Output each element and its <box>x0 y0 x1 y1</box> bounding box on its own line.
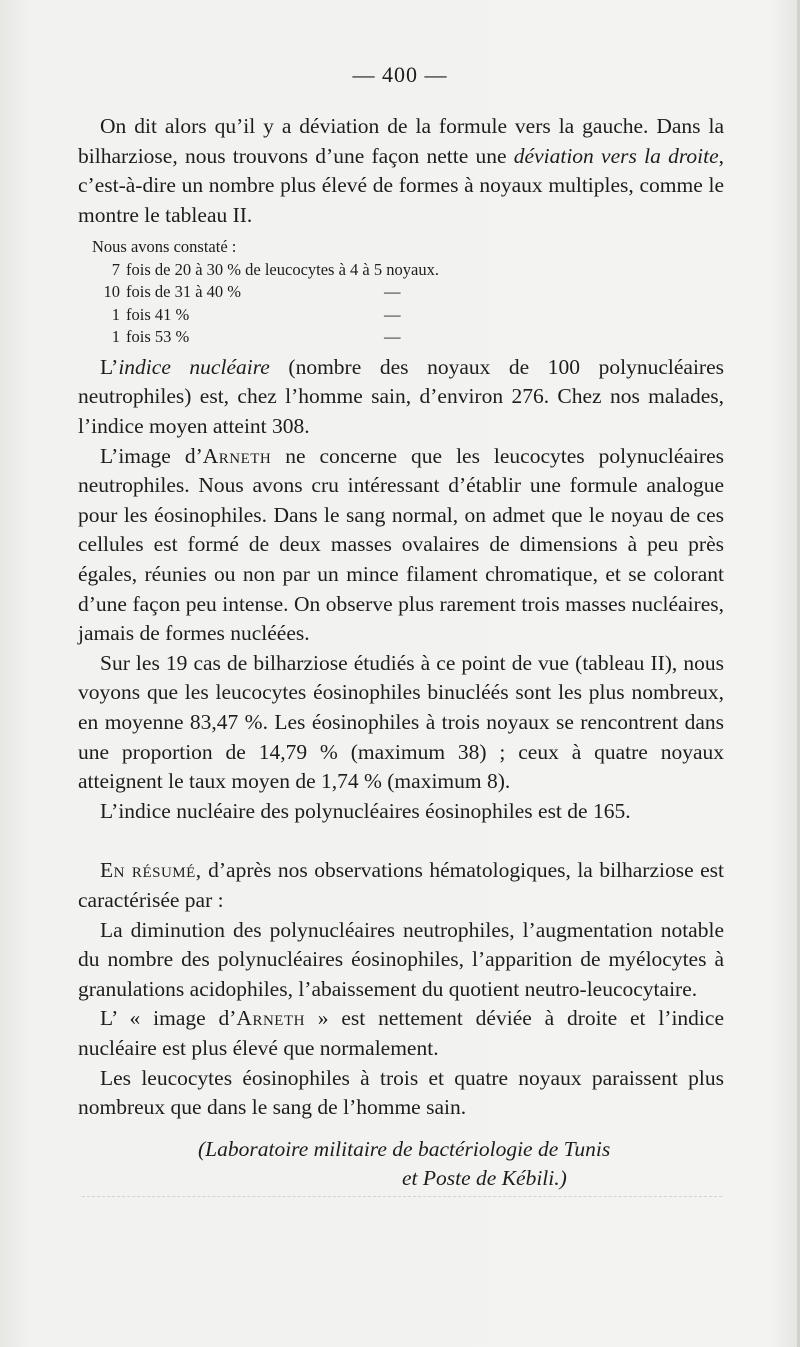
text-span: , c’est-à-dire un nombre plus élevé de formes à noyaux multiples, comme le montre le tableau II. <box>78 143 725 227</box>
constat-row <box>92 259 724 282</box>
constat-dash: — <box>384 282 401 302</box>
constat-count: 1 <box>111 304 120 324</box>
paragraph-indice-nucleaire <box>78 353 724 442</box>
page-body <box>78 112 724 1193</box>
bottom-rule <box>82 1196 722 1197</box>
constat-row <box>92 304 724 327</box>
paragraph-conclusion-3: Les leucocytes éosinophiles à trois et quatre noyaux paraissent plus nombreux que dans le sang de l’homme sain. <box>78 1065 724 1120</box>
text-span: L’ <box>100 354 119 379</box>
text-span: » est nettement déviée à droite et l’indice nucléaire est plus élevé que normalement. <box>78 1006 724 1060</box>
signature-line-1: (Laboratoire militaire de bactériologie de Tunis <box>198 1136 611 1161</box>
constat-count: 7 <box>111 259 120 279</box>
author-name: Arneth <box>236 1006 305 1031</box>
paragraph-resume <box>78 856 724 915</box>
paragraph-conclusion-1: La diminution des polynucléaires neutrophiles, l’augmentation notable du nombre des polynucléaires éosinophiles, l’apparition de myélocytes à granulations acidophiles, l’abaissement du quotient neutro-leucocytaire. <box>78 917 724 1001</box>
text-span: L’ « image d’ <box>100 1006 237 1031</box>
paragraph-cas-etudies: Sur les 19 cas de bilharziose étudiés à ce point de vue (tableau II), nous voyons que les leucocytes éosinophiles binucléés sont les plus nombreux, en moyenne 83,47 %. Les éosinophiles à trois noyaux se rencontrent dans une proportion de 14,79 % (maximum 38) ; ceux à quatre noyaux atteignent le taux moyen de 1,74 % (maximum 8). <box>78 650 724 794</box>
paragraph-image-arneth <box>78 442 724 649</box>
text-span: d’après nos observations hématologiques, la bilharziose est caractérisée par : <box>78 858 724 912</box>
constat-row <box>92 281 724 304</box>
author-name: Arneth <box>202 443 272 468</box>
constat-list <box>92 236 724 349</box>
constat-text: fois de 31 à 40 % <box>126 282 242 302</box>
constat-intro: Nous avons constaté : <box>92 237 237 257</box>
constat-dash: — <box>384 327 401 347</box>
constat-dash: — <box>384 304 401 324</box>
signature-line-2: et Poste de Kébili.) <box>402 1165 567 1190</box>
constat-count: 10 <box>103 282 120 302</box>
constat-text: fois 41 % <box>126 304 190 324</box>
paragraph-indice-eosinophiles: L’indice nucléaire des polynucléaires éosinophiles est de 165. <box>100 798 631 823</box>
text-span: ne concerne que les leucocytes polynucléaires neutrophiles. Nous avons cru intéressant d’établir une formule analogue pour les éosinophiles. Dans le sang normal, on admet que le noyau de ces cellules est formé de deux masses ovalaires de dimensions à peu près égales, réunies ou non par un mince filament chromatique, et se colorant d’une façon peu intense. On observe plus rarement trois masses nucléaires, jamais de formes nucléées. <box>78 443 724 646</box>
emphasis-deviation-droite: déviation vers la droite <box>513 143 719 168</box>
paragraph-conclusion-2 <box>78 1004 724 1063</box>
constat-row <box>92 326 724 349</box>
constat-text: fois 53 % <box>126 327 190 347</box>
section-gap <box>78 826 724 856</box>
paragraph-deviation <box>78 112 724 230</box>
signature-block <box>78 1135 724 1193</box>
emphasis-indice-nucleaire: indice nucléaire <box>118 354 270 379</box>
text-span: (nombre des noyaux de 100 polynucléaires neutrophiles) est, chez l’homme sain, d’environ 276. Chez nos malades, l’indice moyen atteint 308. <box>78 354 724 439</box>
text-span: On dit alors qu’il y a déviation de la formule vers la gauche. Dans la bilharziose, nous trouvons d’une façon nette une <box>78 114 724 168</box>
constat-text: fois de 20 à 30 % de leucocytes à 4 à 5 noyaux. <box>126 259 439 279</box>
constat-count: 1 <box>111 327 120 347</box>
resume-heading: En résumé, <box>100 858 202 883</box>
page-number: — 400 — <box>352 62 448 87</box>
text-span: L’image d’ <box>100 443 203 468</box>
